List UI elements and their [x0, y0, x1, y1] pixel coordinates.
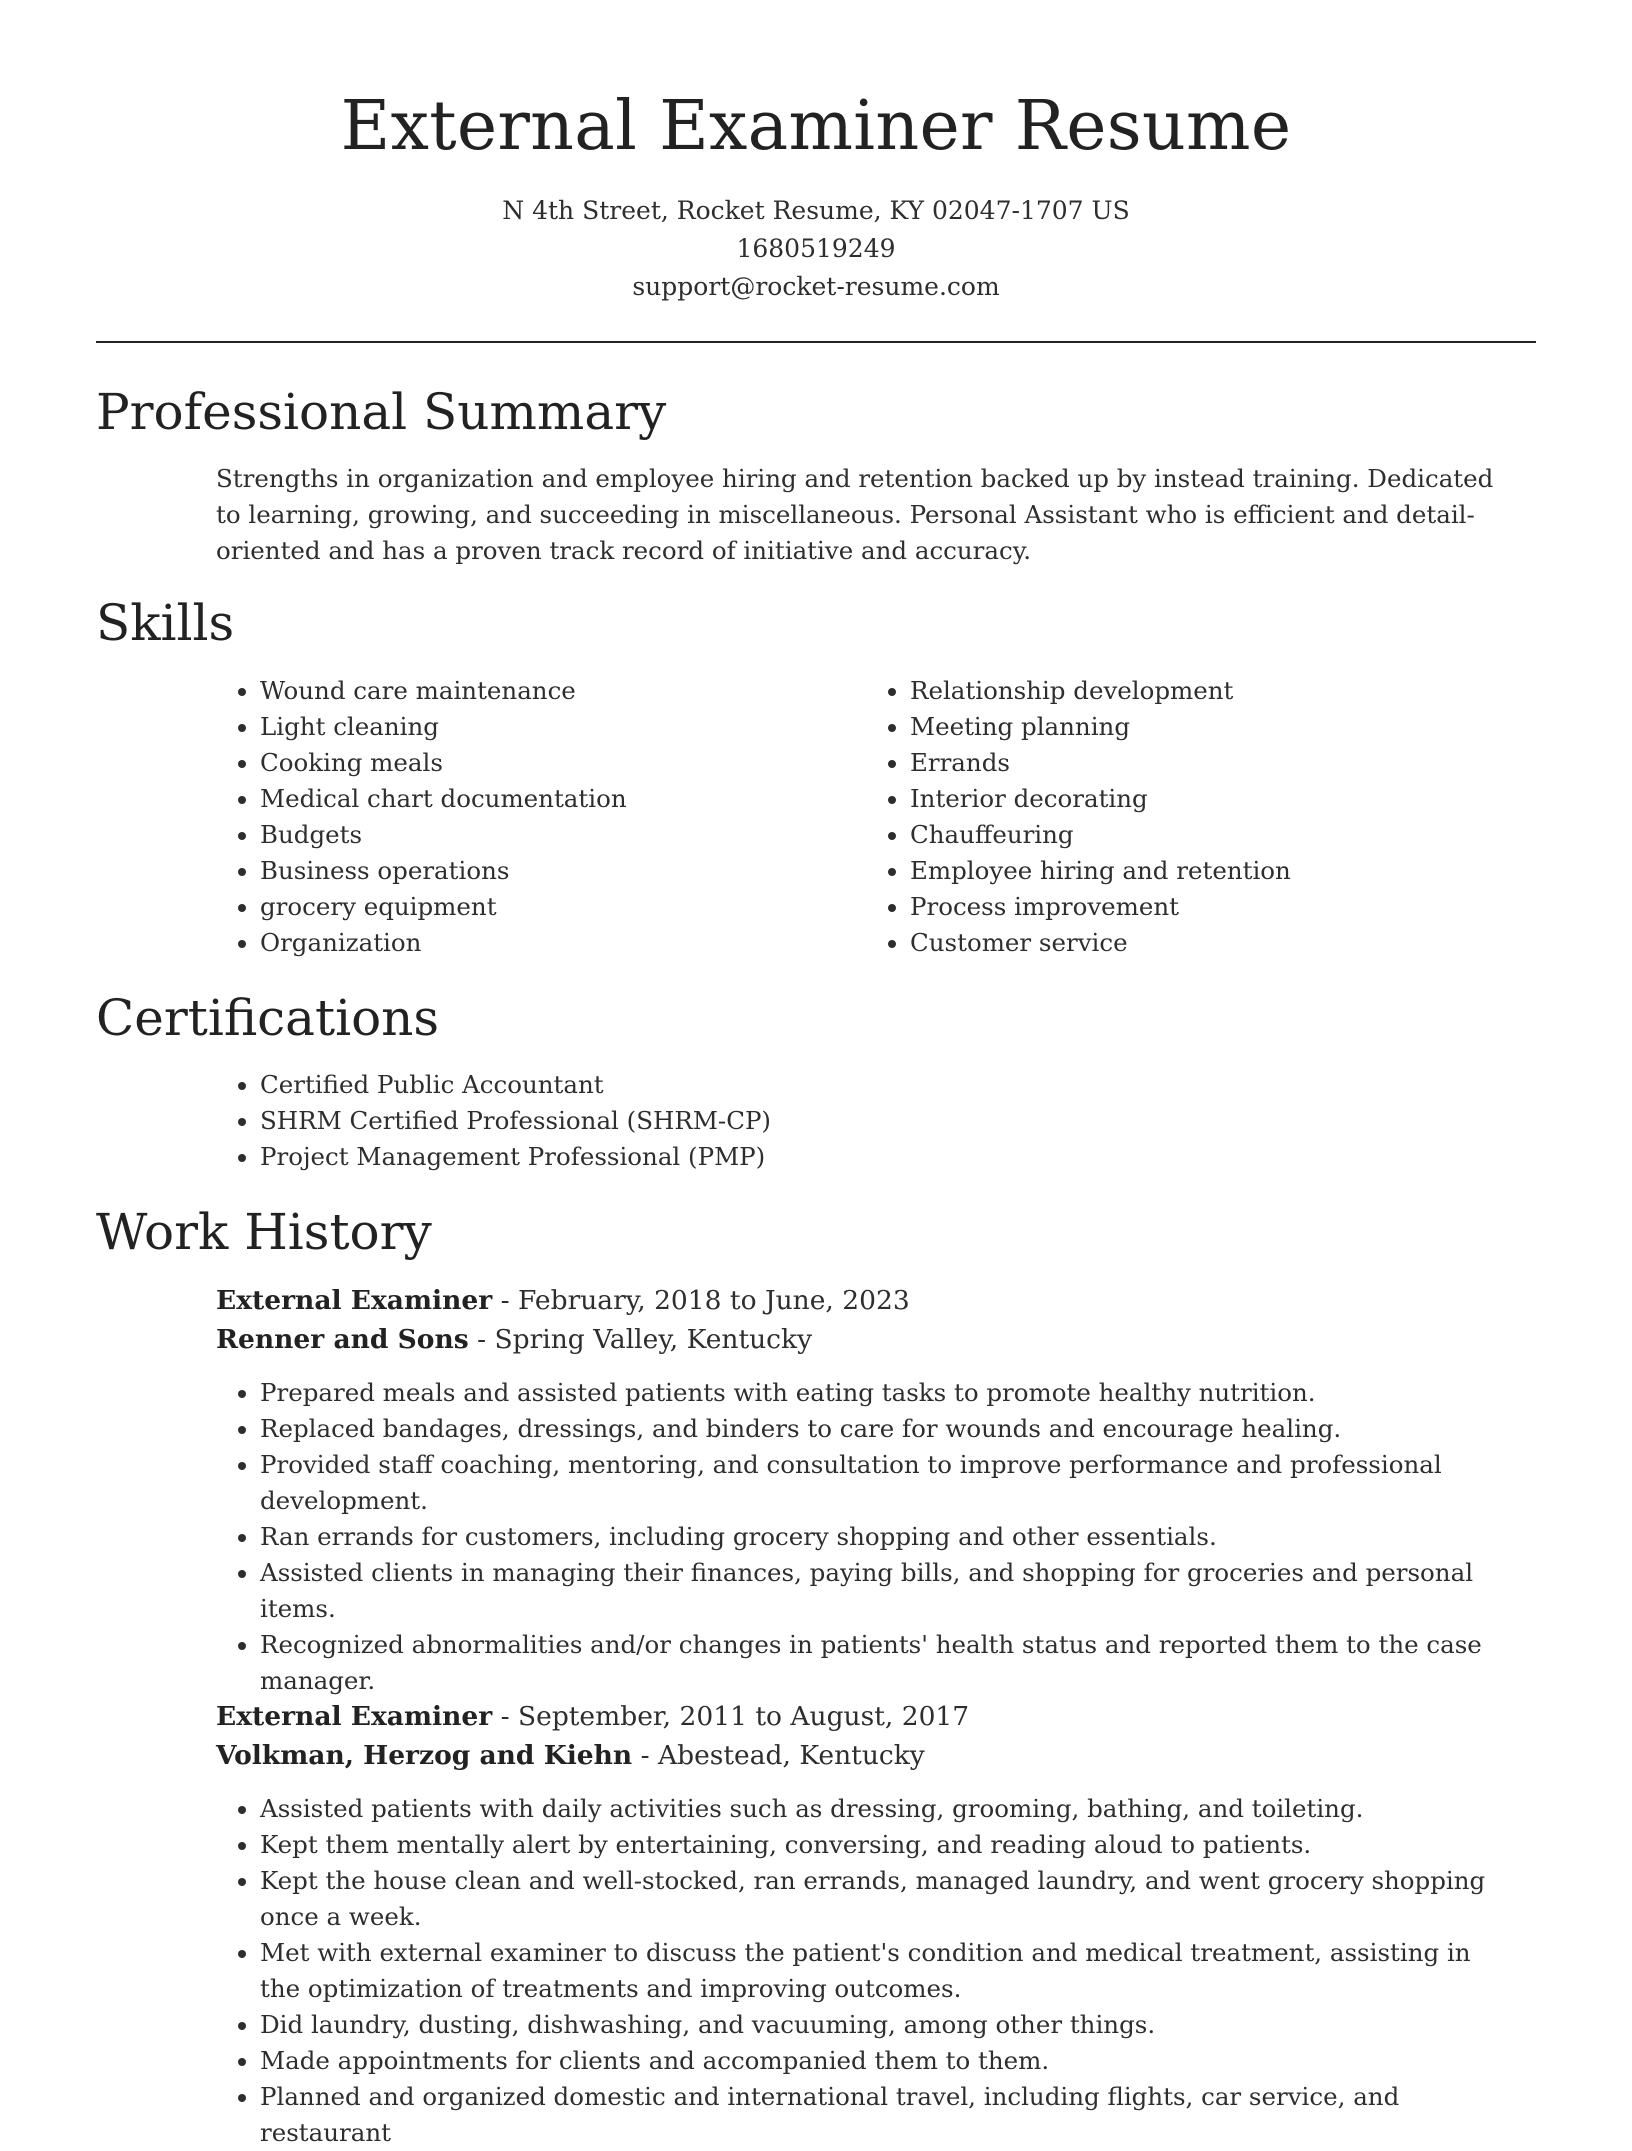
job-dates: September, 2011 to August, 2017 — [517, 1701, 970, 1732]
job-role: External Examiner — [216, 1701, 493, 1732]
resume-title: External Examiner Resume — [340, 87, 1292, 166]
contact-email: support@rocket-resume.com — [632, 272, 1000, 301]
skill-item: • Interior decorating — [910, 781, 1516, 817]
certification-item: • Project Management Professional (PMP) — [260, 1139, 1516, 1175]
skill-item: • Business operations — [260, 853, 836, 889]
certification-item: • SHRM Certified Professional (SHRM-CP) — [260, 1103, 1516, 1139]
job-location: Abestead, Kentucky — [658, 1740, 925, 1771]
separator: - — [500, 1285, 518, 1316]
section-title-certifications: Certifications — [96, 989, 440, 1047]
job-bullets — [216, 1375, 1516, 1699]
job-bullet: • Prepared meals and assisted patients with eating tasks to promote healthy nutrition. — [260, 1375, 1516, 1411]
section-title-skills: Skills — [96, 594, 235, 652]
job-bullet: • Made appointments for clients and accompanied them to them. — [260, 2043, 1516, 2079]
job-bullets — [216, 1791, 1516, 2151]
skill-item: • Errands — [910, 745, 1516, 781]
job-company: Renner and Sons — [216, 1324, 469, 1355]
job-bullet: • Ran errands for customers, including grocery shopping and other essentials. — [260, 1519, 1516, 1555]
job-title-line — [216, 1281, 910, 1320]
separator: - — [640, 1740, 659, 1771]
job-bullet: • Kept them mentally alert by entertaining, conversing, and reading aloud to patients. — [260, 1827, 1516, 1863]
resume-header — [0, 0, 1632, 306]
job-bullet: • Planned and organized domestic and international travel, including flights, car service, and restaurant — [260, 2079, 1516, 2151]
job-bullet: • Kept the house clean and well-stocked, ran errands, managed laundry, and went grocery shopping once a week. — [260, 1863, 1516, 1935]
job-company-line — [216, 1320, 812, 1359]
job-bullet: • Assisted patients with daily activities such as dressing, grooming, bathing, and toileting. — [260, 1791, 1516, 1827]
summary-text: Strengths in organization and employee hiring and retention backed up by instead training. Dedicated to learning, growing, and succeeding in miscellaneous. Personal Assistant who is efficient and detail-oriented and has a proven track record of initiative and accuracy. — [216, 464, 1494, 565]
job-role: External Examiner — [216, 1285, 493, 1316]
contact-address: N 4th Street, Rocket Resume, KY 02047-1707 US — [502, 196, 1130, 225]
job-bullet: • Did laundry, dusting, dishwashing, and vacuuming, among other things. — [260, 2007, 1516, 2043]
job-bullet: • Assisted clients in managing their finances, paying bills, and shopping for groceries and personal items. — [260, 1555, 1516, 1627]
certifications-list — [216, 1067, 1516, 1175]
skill-item: • grocery equipment — [260, 889, 836, 925]
job-title-line — [216, 1697, 969, 1736]
contact-block — [0, 192, 1632, 306]
skill-item: • Light cleaning — [260, 709, 836, 745]
job-bullet: • Recognized abnormalities and/or changes in patients' health status and reported them to the case manager. — [260, 1627, 1516, 1699]
skill-item: • Employee hiring and retention — [910, 853, 1516, 889]
job-dates: February, 2018 to June, 2023 — [517, 1285, 910, 1316]
skill-item: • Relationship development — [910, 673, 1516, 709]
skills-column-left — [216, 673, 836, 961]
header-divider — [96, 341, 1536, 343]
skill-item: • Meeting planning — [910, 709, 1516, 745]
job-bullet: • Replaced bandages, dressings, and binders to care for wounds and encourage healing. — [260, 1411, 1516, 1447]
skill-item: • Chauffeuring — [910, 817, 1516, 853]
skill-item: • Process improvement — [910, 889, 1516, 925]
contact-phone: 1680519249 — [736, 234, 896, 263]
separator: - — [500, 1701, 518, 1732]
skill-item: • Organization — [260, 925, 836, 961]
skill-item: • Cooking meals — [260, 745, 836, 781]
job-location: Spring Valley, Kentucky — [494, 1324, 813, 1355]
certification-item: • Certified Public Accountant — [260, 1067, 1516, 1103]
job-bullet: • Provided staff coaching, mentoring, and consultation to improve performance and professional development. — [260, 1447, 1516, 1519]
skill-item: • Customer service — [910, 925, 1516, 961]
job-bullet: • Met with external examiner to discuss the patient's condition and medical treatment, assisting in the optimization of treatments and improving outcomes. — [260, 1935, 1516, 2007]
section-title-work-history: Work History — [96, 1203, 432, 1261]
job-company: Volkman, Herzog and Kiehn — [216, 1740, 633, 1771]
skills-column-right — [866, 673, 1516, 961]
skill-item: • Medical chart documentation — [260, 781, 836, 817]
skill-item: • Budgets — [260, 817, 836, 853]
job-company-line — [216, 1736, 925, 1775]
skill-item: • Wound care maintenance — [260, 673, 836, 709]
section-title-summary: Professional Summary — [96, 383, 667, 441]
separator: - — [477, 1324, 495, 1355]
